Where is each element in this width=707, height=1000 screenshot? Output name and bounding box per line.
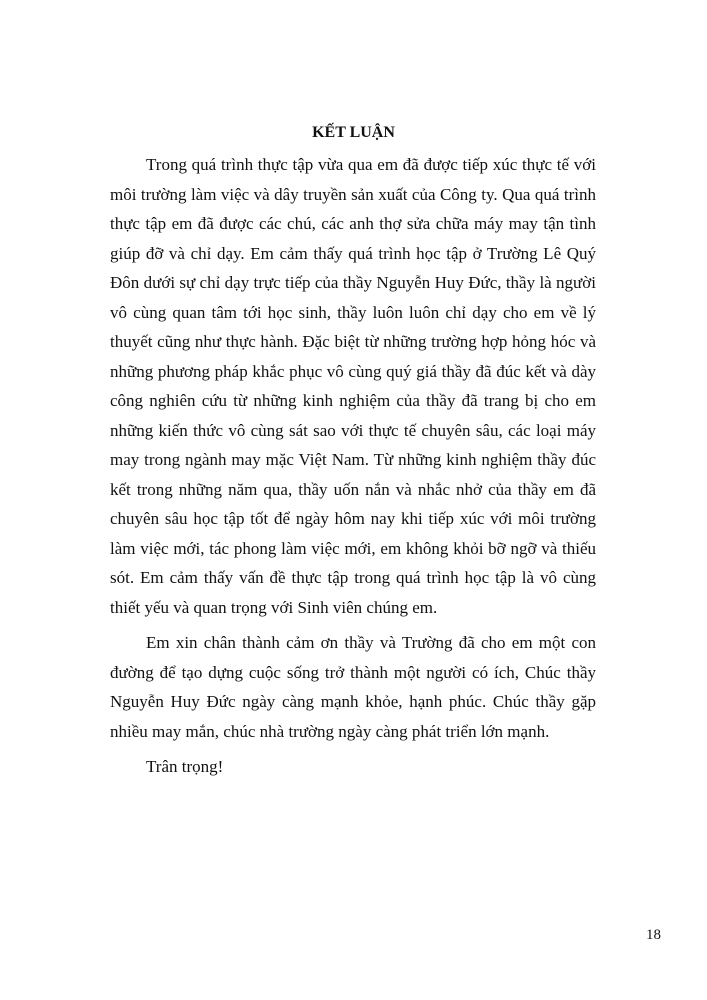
page-title: KẾT LUẬN: [312, 124, 395, 141]
paragraph-1: Trong quá trình thực tập vừa qua em đã được tiếp xúc thực tế với môi trường làm việc và dây truyền sản xuất của Công ty. Qua quá trình thực tập em đã được các chú, các anh thợ sửa chữa máy may tận tình giúp đỡ và chỉ dạy. Em cảm thấy quá trình học tập ở Trường Lê Quý Đôn dưới sự chỉ dạy trực tiếp của thầy Nguyễn Huy Đức, thầy là người vô cùng quan tâm tới học sinh, thầy luôn luôn chỉ dạy cho em về lý thuyết cũng như thực hành. Đặc biệt từ những trường hợp hỏng hóc và những phương pháp khắc phục vô cùng quý giá thầy đã đúc kết và dày công nghiên cứu từ những kinh nghiệm của thầy đã trang bị cho em những kiến thức vô cùng sát sao với thực tế chuyên sâu, các loại máy may trong ngành may mặc Việt Nam. Từ những kinh nghiệm thầy đúc kết trong những năm qua, thầy uốn nắn và nhắc nhở của thầy em đã chuyên sâu học tập tốt để ngày hôm nay khi tiếp xúc với môi trường làm việc mới, tác phong làm việc mới, em không khỏi bỡ ngỡ và thiếu sót. Em cảm thấy vấn đề thực tập trong quá trình học tập là vô cùng thiết yếu và quan trọng với Sinh viên chúng em.: [110, 155, 596, 617]
document-body: [110, 150, 596, 782]
paragraph-2: Em xin chân thành cảm ơn thầy và Trường đã cho em một con đường để tạo dựng cuộc sống trở thành một người có ích, Chúc thầy Nguyễn Huy Đức ngày càng mạnh khỏe, hạnh phúc. Chúc thầy gặp nhiều may mắn, chúc nhà trường ngày càng phát triển lớn mạnh.: [110, 633, 596, 741]
page-number: 18: [646, 927, 661, 943]
closing-line: Trân trọng!: [146, 757, 224, 776]
